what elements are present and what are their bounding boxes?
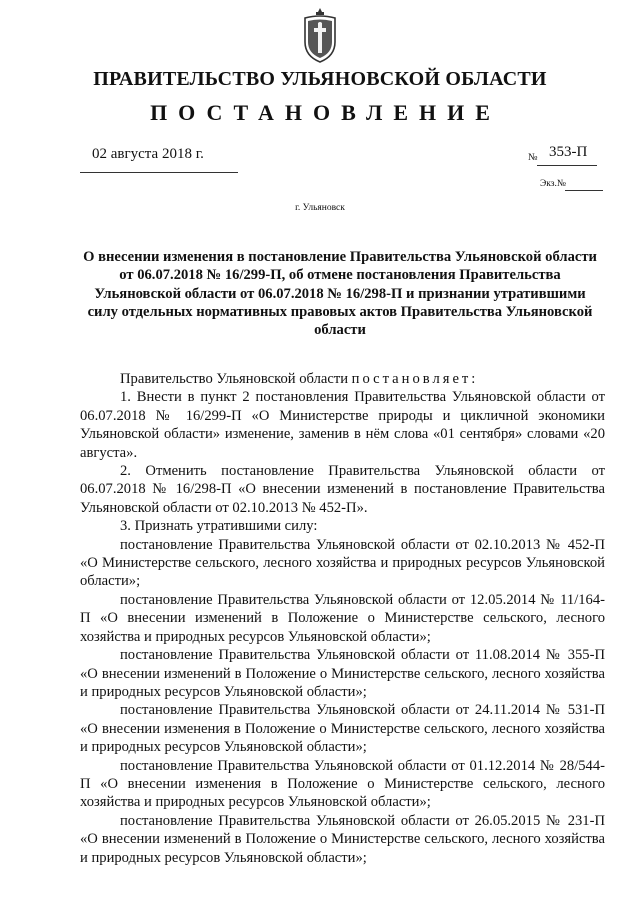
coat-of-arms-icon: [303, 6, 337, 64]
list-item: постановление Правительства Ульяновской области от 11.08.2014 № 355-П «О внесении изменений в Положение о Министерстве сельского, лесного хозяйства и природных ресурсов Ульяновской области»;: [80, 647, 605, 700]
document-type: ПОСТАНОВЛЕНИЕ: [150, 100, 501, 125]
document-date: 02 августа 2018 г.: [92, 146, 204, 162]
copy-underline: [565, 190, 603, 191]
document-subject: О внесении изменения в постановление Правительства Ульяновской области от 06.07.2018 № 16/299-П, об отмене постановления Правительства Ульяновской области от 06.07.2018 № 16/298-П и признании утратившими силу отдельных нормативных правовых актов Правительства Ульяновской области: [83, 249, 597, 339]
city: г. Ульяновск: [295, 203, 345, 213]
paragraph: 3. Признать утратившими силу:: [120, 518, 318, 535]
date-underline: [80, 172, 238, 173]
list-item: постановление Правительства Ульяновской области от 24.11.2014 № 531-П «О внесении изменения в Положение о Министерстве сельского, лесного хозяйства и природных ресурсов Ульяновской области»;: [80, 702, 605, 756]
list-item: постановление Правительства Ульяновской области от 01.12.2014 № 28/544-П «О внесении изменения в Положение о Министерстве сельского, лесного хозяйства и природных ресурсов Ульяновской области»;: [80, 757, 605, 811]
document-number: 353-П: [549, 144, 588, 160]
intro-line: [80, 370, 605, 388]
list-item: постановление Правительства Ульяновской области от 02.10.2013 № 452-П «О Министерстве сельского, лесного хозяйства и природных ресурсов Ульяновской области»;: [80, 536, 605, 590]
intro-verb: постановляет:: [351, 371, 479, 387]
government-title: ПРАВИТЕЛЬСТВО УЛЬЯНОВСКОЙ ОБЛАСТИ: [93, 68, 547, 90]
copy-label: Экз.№: [540, 179, 566, 189]
paragraph: 2. Отменить постановление Правительства Ульяновской области от 06.07.2018 № 16/298-П «О внесении изменений в постановление Правительства Ульяновской области от 02.10.2013 № 452-П».: [80, 463, 605, 516]
paragraph: 1. Внести в пункт 2 постановления Правительства Ульяновской области от 06.07.2018 № 16/299-П «О Министерстве природы и цикличной экономики Ульяновской области» изменение, заменив в нём слова «01 сентября» словами «20 августа».: [80, 389, 605, 461]
intro-lead: Правительство Ульяновской области: [120, 371, 349, 387]
number-underline: [537, 165, 597, 166]
list-item: постановление Правительства Ульяновской области от 26.05.2015 № 231-П «О внесении изменений в Положение о Министерстве сельского, лесного хозяйства и природных ресурсов Ульяновской области»;: [80, 812, 605, 866]
number-label: №: [528, 152, 538, 163]
list-item: постановление Правительства Ульяновской области от 12.05.2014 № 11/164-П «О внесении изменений в Положение о Министерстве сельского, лесного хозяйства и природных ресурсов Ульяновской области»;: [80, 591, 605, 645]
document-body: [80, 370, 605, 867]
